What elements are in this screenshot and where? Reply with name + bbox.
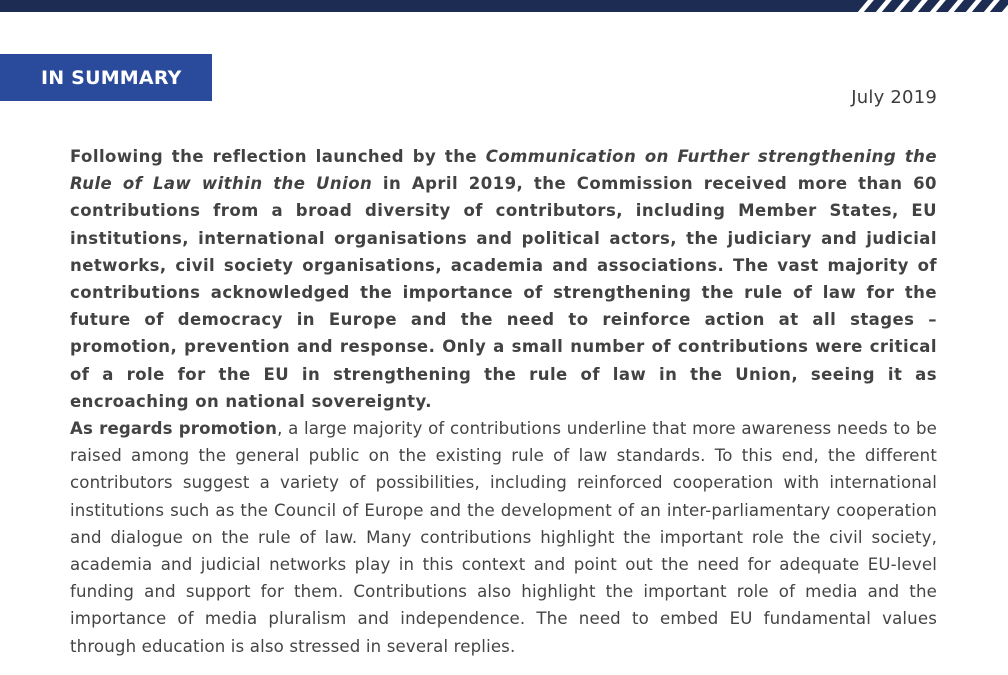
band-stripe [961,0,985,12]
band-stripe [979,0,1003,12]
band-stripe [997,0,1008,12]
band-stripe [871,0,895,12]
communication-title: Communication on Further strengthening the Rule of Law within the Union [70,147,937,194]
top-decorative-band [0,0,1008,12]
band-stripe [925,0,949,12]
intro-text-rest: in April 2019, the Commission received more than 60 contributions from a broad diversity of contributors, including Member States, EU institutions, international organisations and political actors, the judiciary and judicial networks, civil society organisations, academia and associations. The vast majority of contributions acknowledged the importance of strengthening the rule of law for the future of democracy in Europe and the need to reinforce action at all stages – promotion, prevention and response. Only a small number of contributions were critical of a role for the EU in strengthening the rule of law in the Union, seeing it as encroaching on national sovereignty. [70,174,937,411]
band-stripe [853,0,877,12]
band-stripe [943,0,967,12]
intro-paragraph [70,143,937,415]
publication-date: July 2019 [851,87,937,108]
promotion-text: , a large majority of contributions underline that more awareness needs to be raised among the general public on the existing rule of law standards. To this end, the different contributors suggest a variety of possibilities, including reinforced cooperation with international institutions such as the Council of Europe and the development of an inter-parliamentary cooperation and dialogue on the rule of law. Many contributions highlight the important role the civil society, academia and judicial networks play in this context and point out the need for adequate EU-level funding and support for them. Contributions also highlight the important role of media and the importance of media pluralism and independence. The need to embed EU fundamental values through education is also stressed in several replies. [70,419,937,656]
promotion-lead: As regards promotion [70,419,278,438]
section-heading-label: IN SUMMARY [41,66,182,89]
intro-text-start: Following the reflection launched by the [70,147,486,166]
section-heading-tab [0,54,212,101]
band-stripe [907,0,931,12]
promotion-paragraph [70,415,937,660]
band-stripe [889,0,913,12]
